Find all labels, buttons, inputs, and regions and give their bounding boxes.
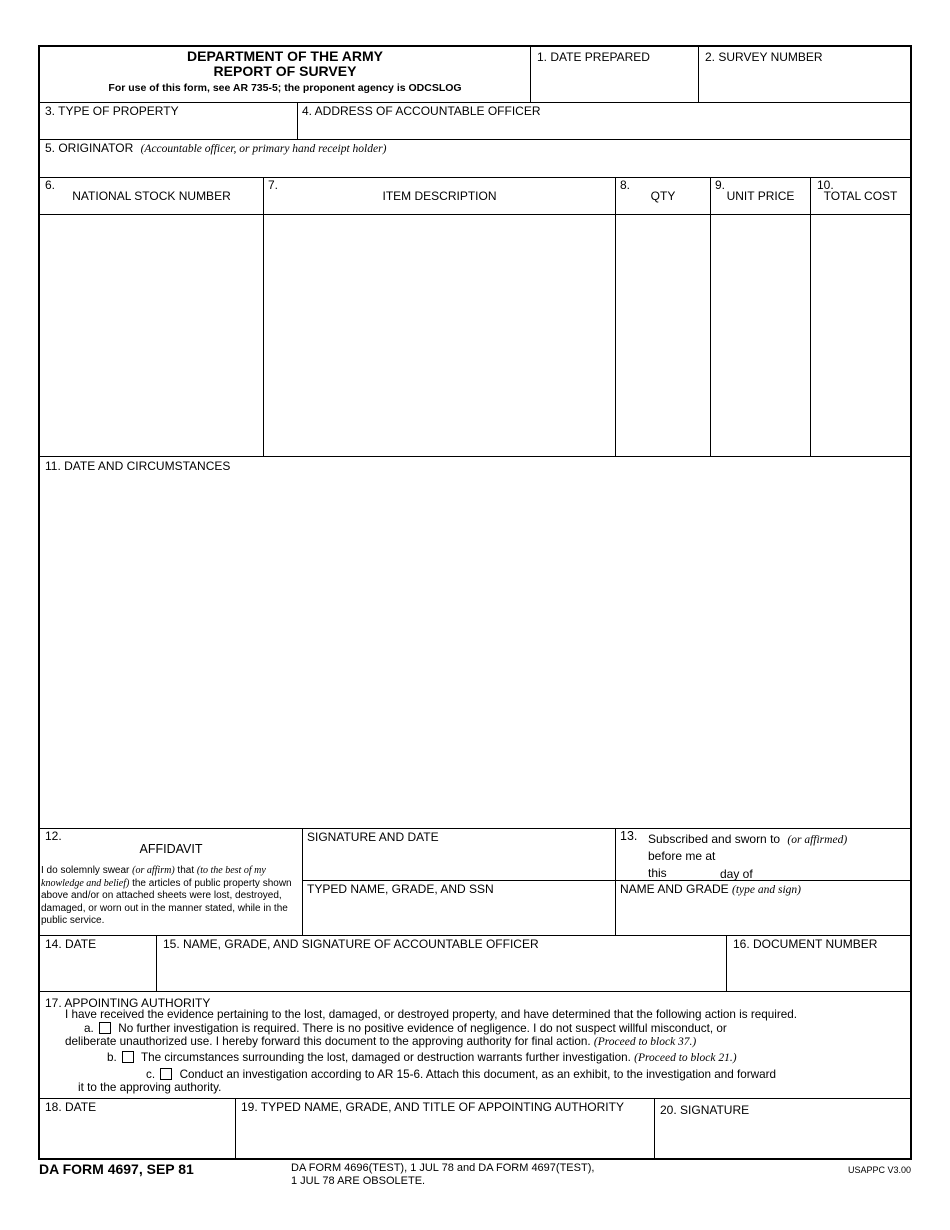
affidavit-text-1: I do solemnly swear (41, 865, 133, 876)
appointing-authority-label: 17. APPOINTING AUTHORITY (45, 996, 211, 1010)
affidavit-text-3: that (174, 865, 197, 876)
name-and-grade-label (620, 882, 801, 897)
date-prepared-field[interactable] (531, 66, 698, 102)
name-and-grade-field[interactable] (616, 897, 910, 934)
column-label-nsn: NATIONAL STOCK NUMBER (72, 189, 231, 203)
option-a-text-1: No further investigation is required. There is no positive evidence of negligence. I do not suspect willful misconduct, or (118, 1022, 727, 1035)
originator-label-text: 5. ORIGINATOR (45, 141, 134, 155)
appointing-authority-name-label: 19. TYPED NAME, GRADE, AND TITLE OF APPOINTING AUTHORITY (241, 1100, 624, 1114)
sworn-day-field[interactable] (675, 866, 718, 880)
form-title: REPORT OF SURVEY (213, 63, 357, 79)
type-of-property-label: 3. TYPE OF PROPERTY (45, 104, 179, 118)
column-header-qty (616, 177, 710, 214)
appointing-authority-signature-field[interactable] (655, 1118, 910, 1157)
originator-field[interactable] (40, 156, 910, 176)
column-header-nsn (40, 177, 263, 214)
appointing-authority-name-field[interactable] (236, 1115, 654, 1157)
unit-price-entry-area[interactable] (711, 215, 810, 456)
column-label-item-description: ITEM DESCRIPTION (382, 189, 497, 203)
obsolete-line-1: DA FORM 4696(TEST), 1 JUL 78 and DA FORM 4697(TEST), (291, 1162, 595, 1174)
option-a-line-2 (65, 1035, 696, 1049)
option-c-line-2: it to the approving authority. (78, 1081, 222, 1094)
option-b-checkbox[interactable] (122, 1051, 134, 1063)
total-cost-entry-area[interactable] (811, 215, 910, 456)
typed-name-grade-ssn-label: TYPED NAME, GRADE, AND SSN (307, 882, 494, 896)
appointing-authority-signature-label: 20. SIGNATURE (660, 1103, 750, 1117)
block-14-date-field[interactable] (40, 952, 156, 990)
option-c-text-1: Conduct an investigation according to AR 15-6. Attach this document, as an exhibit, to the investigation and forward (179, 1068, 777, 1081)
version-label: USAPPC V3.00 (847, 1165, 911, 1175)
qty-entry-area[interactable] (616, 215, 710, 456)
obsolete-line-2: 1 JUL 78 ARE OBSOLETE. (291, 1175, 426, 1187)
form-header (40, 49, 530, 95)
date-and-circumstances-label: 11. DATE AND CIRCUMSTANCES (45, 459, 231, 473)
affidavit-title: AFFIDAVIT (139, 842, 203, 856)
document-number-field[interactable] (727, 952, 910, 990)
option-b-text: The circumstances surrounding the lost, damaged or destruction warrants further investigation. (141, 1051, 635, 1064)
name-and-grade-note: (type and sign) (732, 884, 802, 896)
sworn-affirmed-note: (or affirmed) (787, 834, 848, 846)
option-c-line-1 (146, 1068, 776, 1082)
column-label-qty: QTY (650, 189, 676, 203)
sworn-block-number: 13. (620, 829, 638, 843)
accountable-officer-address-label: 4. ADDRESS OF ACCOUNTABLE OFFICER (302, 104, 541, 118)
originator-label (45, 141, 386, 156)
option-c-letter: c. (146, 1068, 156, 1081)
option-b-line (107, 1051, 737, 1065)
option-a-checkbox[interactable] (99, 1022, 111, 1034)
sworn-line-1 (648, 832, 847, 847)
sworn-month-field[interactable] (760, 866, 905, 880)
form-usage-note: For use of this form, see AR 735-5; the proponent agency is ODCSLOG (108, 82, 462, 94)
type-of-property-field[interactable] (40, 118, 296, 138)
column-number-10: 10. (817, 178, 834, 192)
typed-name-grade-ssn-field[interactable] (303, 897, 615, 934)
option-a-letter: a. (84, 1022, 94, 1035)
column-number-7: 7. (268, 178, 279, 192)
sworn-line-3-day-of: day of (720, 867, 753, 881)
option-c-checkbox[interactable] (160, 1068, 172, 1080)
column-label-total-cost: TOTAL COST (823, 189, 898, 203)
affidavit-number: 12. (45, 829, 62, 843)
name-and-grade-text: NAME AND GRADE (620, 882, 733, 896)
column-number-8: 8. (620, 178, 631, 192)
survey-number-label: 2. SURVEY NUMBER (705, 50, 823, 64)
column-header-item-description (264, 177, 615, 214)
option-b-letter: b. (107, 1051, 117, 1064)
block-18-date-label: 18. DATE (45, 1100, 97, 1114)
column-header-total-cost (811, 177, 910, 214)
column-number-9: 9. (715, 178, 726, 192)
affidavit-statement (41, 865, 299, 928)
affidavit-text-2: (or affirm) (132, 865, 175, 876)
column-label-unit-price: UNIT PRICE (726, 189, 795, 203)
affidavit-text-4: (to the best of my knowledge and belief) (41, 865, 266, 889)
item-description-entry-area[interactable] (264, 215, 615, 456)
signature-and-date-label: SIGNATURE AND DATE (307, 830, 439, 844)
originator-note: (Accountable officer, or primary hand receipt holder) (140, 143, 387, 155)
nsn-entry-area[interactable] (40, 215, 263, 456)
department-title: DEPARTMENT OF THE ARMY (187, 48, 383, 64)
document-number-label: 16. DOCUMENT NUMBER (733, 937, 878, 951)
date-prepared-label: 1. DATE PREPARED (537, 50, 650, 64)
column-header-unit-price (711, 177, 810, 214)
block-14-date-label: 14. DATE (45, 937, 97, 951)
accountable-officer-address-field[interactable] (298, 118, 910, 138)
date-and-circumstances-field[interactable] (40, 475, 910, 827)
affidavit-signature-field[interactable] (303, 845, 615, 879)
accountable-officer-signature-label: 15. NAME, GRADE, AND SIGNATURE OF ACCOUNTABLE OFFICER (163, 937, 539, 951)
option-a-line-1 (84, 1022, 727, 1036)
obsolete-notice (291, 1162, 594, 1188)
option-b-note: (Proceed to block 21.) (634, 1052, 737, 1064)
sworn-location-field[interactable] (725, 847, 905, 863)
form-id: DA FORM 4697, SEP 81 (39, 1161, 194, 1177)
option-a-note: (Proceed to block 37.) (593, 1036, 697, 1048)
survey-number-field[interactable] (699, 66, 910, 102)
sworn-line-2: before me at (648, 849, 716, 863)
accountable-officer-signature-field[interactable] (157, 952, 726, 990)
affidavit-text-5: the articles of public property shown above and/or on attached sheets were lost, destroyed, damaged, or worn out in the manner stated, while in the public service. (41, 877, 292, 926)
block-18-date-field[interactable] (40, 1115, 235, 1157)
appointing-authority-intro: I have received the evidence pertaining to the lost, damaged, or destroyed property, and have determined that the following action is required. (65, 1008, 797, 1021)
sworn-line-3-this: this (648, 866, 667, 880)
column-number-6: 6. (45, 178, 56, 192)
option-a-text-2: deliberate unauthorized use. I hereby forward this document to the approving authority for final action. (65, 1035, 594, 1048)
sworn-text: Subscribed and sworn to (648, 832, 784, 846)
